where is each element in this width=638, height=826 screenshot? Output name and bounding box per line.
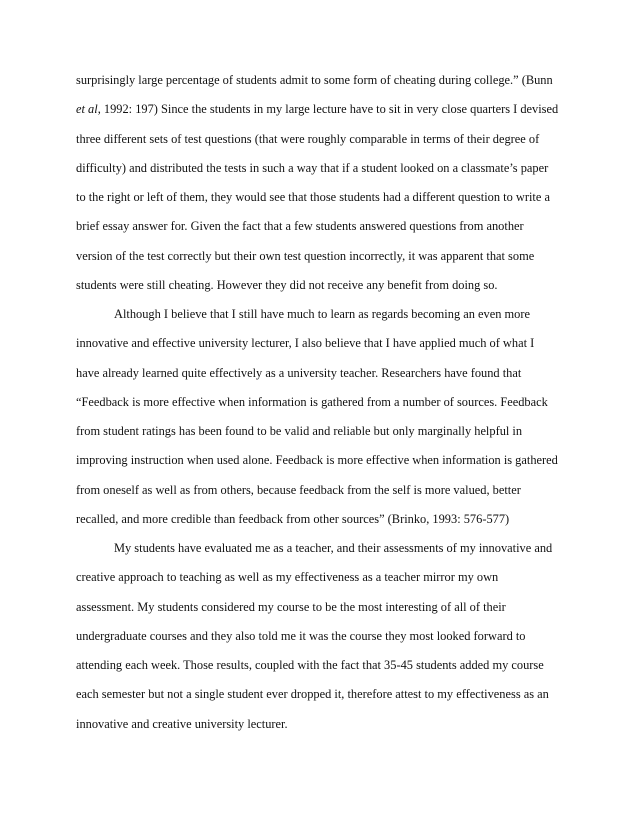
text-line: version of the test correctly but their own test question incorrectly, it was apparent that some xyxy=(76,248,535,263)
text-line: have already learned quite effectively as a university teacher. Researchers have found that xyxy=(76,365,522,380)
text-line: assessment. My students considered my course to be the most interesting of all of their xyxy=(76,599,506,614)
body-text xyxy=(76,72,566,745)
text-line: three different sets of test questions (that were roughly comparable in terms of their degree of xyxy=(76,131,540,146)
text-line: attending each week. Those results, coupled with the fact that 35-45 students added my course xyxy=(76,658,544,672)
text-line: difficulty) and distributed the tests in such a way that if a student looked on a classmate’s paper xyxy=(76,160,549,175)
text-line: students were still cheating. However they did not receive any benefit from doing so. xyxy=(76,277,498,292)
text-line: innovative and creative university lecturer. xyxy=(76,716,288,731)
text-line: from oneself as well as from others, because feedback from the self is more valued, better xyxy=(76,482,521,497)
text-line-rest: , 1992: 197) Since the students in my large lecture have to sit in very close quarters I devised xyxy=(97,102,559,117)
text-line: “Feedback is more effective when information is gathered from a number of sources. Feedback xyxy=(76,394,548,409)
text-line xyxy=(76,101,566,130)
text-line: recalled, and more credible than feedback from other sources” (Brinko, 1993: 576-577) xyxy=(76,511,510,526)
text-line: undergraduate courses and they also told me it was the course they most looked forward to xyxy=(76,628,526,643)
text-line: each semester but not a single student ever dropped it, therefore attest to my effectiveness as an xyxy=(76,687,549,702)
text-line: surprisingly large percentage of students admit to some form of cheating during college.” (Bunn xyxy=(76,73,553,87)
text-line: to the right or left of them, they would see that those students had a different question to write a xyxy=(76,190,550,204)
text-line: creative approach to teaching as well as my effectiveness as a teacher mirror my own xyxy=(76,570,499,585)
paragraph-start-line: Although I believe that I still have much to learn as regards becoming an even more xyxy=(114,307,530,321)
text-line: from student ratings has been found to be valid and reliable but only marginally helpful in xyxy=(76,424,523,438)
text-line: improving instruction when used alone. Feedback is more effective when information is gathered xyxy=(76,453,558,468)
citation-italic: et al xyxy=(76,102,98,117)
paragraph-start-line: My students have evaluated me as a teacher, and their assessments of my innovative and xyxy=(114,541,553,555)
text-line: innovative and effective university lecturer, I also believe that I have applied much of what I xyxy=(76,336,535,351)
text-line: brief essay answer for. Given the fact that a few students answered questions from another xyxy=(76,219,524,234)
